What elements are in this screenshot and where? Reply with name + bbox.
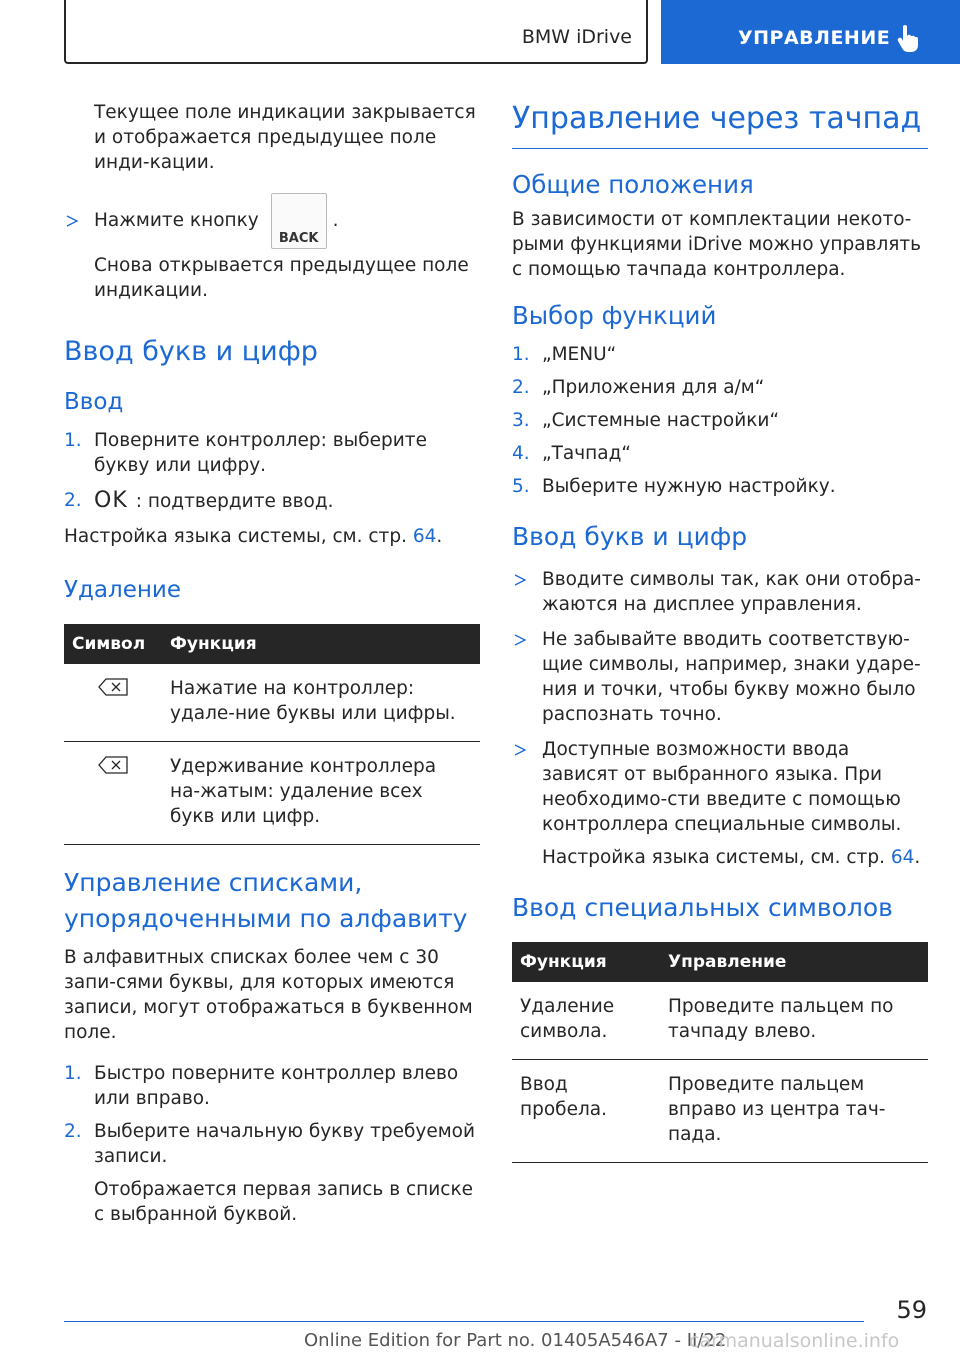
page-number: 59: [896, 1296, 927, 1324]
lists-intro: В алфавитных списках более чем с 30 запи-сями буквы, для которых имеются записи, могут отображаться в буквенном поле.: [64, 947, 473, 1043]
step-1-text: Поверните контроллер: выберите букву или цифру.: [94, 430, 427, 476]
watermark: carmanualsonline.info: [689, 1330, 900, 1352]
col-function: Функция: [512, 942, 660, 982]
lang-note-text: Настройка языка системы, см. стр.: [542, 847, 885, 868]
select-step-3-text: „Системные настройки“: [542, 410, 780, 431]
header-section-tab: [661, 0, 960, 64]
hand-pointer-icon: [897, 24, 919, 52]
lang-note-after: .: [436, 526, 443, 547]
select-step-1: [512, 342, 928, 367]
select-step-4: [512, 441, 928, 466]
select-step-1-number: 1.: [512, 344, 530, 365]
select-step-4-text: „Тачпад“: [542, 443, 631, 464]
step-1: [64, 428, 480, 478]
heading-letters-digits: Ввод букв и цифр: [64, 336, 318, 367]
back-button: [271, 193, 327, 249]
delete-table-header: [64, 624, 480, 664]
select-step-3-number: 3.: [512, 410, 530, 431]
step-1-number: 1.: [64, 430, 82, 451]
list-step-1-number: 1.: [64, 1063, 82, 1084]
symbol-cell: [64, 664, 162, 742]
delete-table: [64, 624, 480, 845]
function-cell: Удерживание контроллера на-жатым: удаление всех букв или цифр.: [162, 742, 480, 845]
ok-button-glyph: OK: [94, 488, 128, 513]
special-table-header: [512, 942, 928, 982]
table-row: [64, 664, 480, 742]
heading-delete: Удаление: [64, 577, 181, 603]
control-cell: Проведите пальцем вправо из центра тач-пада.: [660, 1060, 928, 1163]
bullet-1-text: Вводите символы так, как они отобра-жаются на дисплее управления.: [542, 569, 921, 615]
select-step-3: [512, 408, 928, 433]
right-column: [512, 100, 928, 1163]
heading-general: Общие положения: [512, 170, 754, 199]
heading-letters-digits-right: Ввод букв и цифр: [512, 522, 748, 551]
footer-rule: [64, 1321, 864, 1322]
backspace-icon: [98, 678, 128, 696]
backspace-icon: [98, 756, 128, 774]
function-cell: Удаление символа.: [512, 982, 660, 1060]
header-title-box: [64, 0, 648, 64]
bullet-1: [512, 567, 928, 617]
col-symbol: Символ: [64, 624, 162, 664]
lang-note-text: Настройка языка системы, см. стр.: [64, 526, 407, 547]
list-step-2-number: 2.: [64, 1121, 82, 1142]
list-result: Отображается первая запись в списке с выбранной буквой.: [94, 1179, 474, 1225]
triangle-bullet-icon: [514, 574, 526, 586]
triangle-bullet-icon: [514, 634, 526, 646]
step-2-number: 2.: [64, 490, 82, 511]
triangle-bullet-icon: [66, 215, 78, 227]
general-text: В зависимости от комплектации некото-рыми функциями iDrive можно управлять с помощью тачпада контроллера.: [512, 209, 922, 280]
select-step-2-number: 2.: [512, 377, 530, 398]
list-step-2: [64, 1119, 480, 1169]
select-step-2-text: „Приложения для а/м“: [542, 377, 765, 398]
table-row: [512, 982, 928, 1060]
header-section-label: УПРАВЛЕНИЕ: [738, 27, 891, 49]
header-title: BMW iDrive: [521, 26, 632, 48]
col-control: Управление: [660, 942, 928, 982]
function-cell: Ввод пробела.: [512, 1060, 660, 1163]
heading-lists: Управление списками, упорядоченными по алфавиту: [64, 868, 468, 933]
triangle-bullet-icon: [514, 744, 526, 756]
select-step-5: [512, 474, 928, 499]
lang-note-after: .: [914, 847, 921, 868]
list-step-1: [64, 1061, 480, 1111]
step-2: [64, 488, 480, 514]
bullet-2-text: Не забывайте вводить соответствую-щие символы, например, знаки ударе-ния и точки, чтобы букву можно было распознать точно.: [542, 629, 921, 725]
again-text: Снова открывается предыдущее поле индикации.: [94, 255, 469, 301]
lang-note-right: [512, 845, 928, 870]
control-cell: Проведите пальцем по тачпаду влево.: [660, 982, 928, 1060]
bullet-3: [512, 737, 928, 837]
back-button-label: BACK: [278, 231, 319, 246]
col-function: Функция: [162, 624, 480, 664]
select-step-5-text: Выберите нужную настройку.: [542, 476, 836, 497]
heading-special-chars: Ввод специальных символов: [512, 893, 893, 922]
lang-page-link[interactable]: 64: [890, 847, 915, 868]
footer-edition: Online Edition for Part no. 01405A546A7 - II/22: [304, 1330, 727, 1351]
left-column: [64, 100, 480, 1227]
press-text: Нажмите кнопку: [94, 210, 259, 231]
bullet-2: [512, 627, 928, 727]
heading-touchpad: Управление через тачпад: [512, 100, 928, 149]
table-row: [64, 742, 480, 845]
select-step-5-number: 5.: [512, 476, 530, 497]
heading-select-functions: Выбор функций: [512, 301, 717, 330]
press-back-step: [64, 193, 480, 249]
heading-input: Ввод: [64, 389, 124, 415]
function-cell: Нажатие на контроллер: удале-ние буквы или цифры.: [162, 664, 480, 742]
symbol-cell: [64, 742, 162, 845]
lang-page-link[interactable]: 64: [412, 526, 437, 547]
press-after: .: [332, 210, 339, 231]
lang-note-left: [64, 524, 480, 549]
list-step-2-text: Выберите начальную букву требуемой записи.: [94, 1121, 476, 1167]
intro-text: Текущее поле индикации закрывается и отображается предыдущее поле инди-кации.: [94, 102, 476, 173]
bullet-3-text: Доступные возможности ввода зависят от выбранного языка. При необходимо-сти введите с помощью контроллера специальные символы.: [542, 739, 902, 835]
select-step-2: [512, 375, 928, 400]
list-step-1-text: Быстро поверните контроллер влево или вправо.: [94, 1063, 459, 1109]
step-2-text: : подтвердите ввод.: [135, 491, 334, 512]
select-step-1-text: „MENU“: [542, 344, 617, 365]
table-row: [512, 1060, 928, 1163]
select-step-4-number: 4.: [512, 443, 530, 464]
special-table: [512, 942, 928, 1163]
